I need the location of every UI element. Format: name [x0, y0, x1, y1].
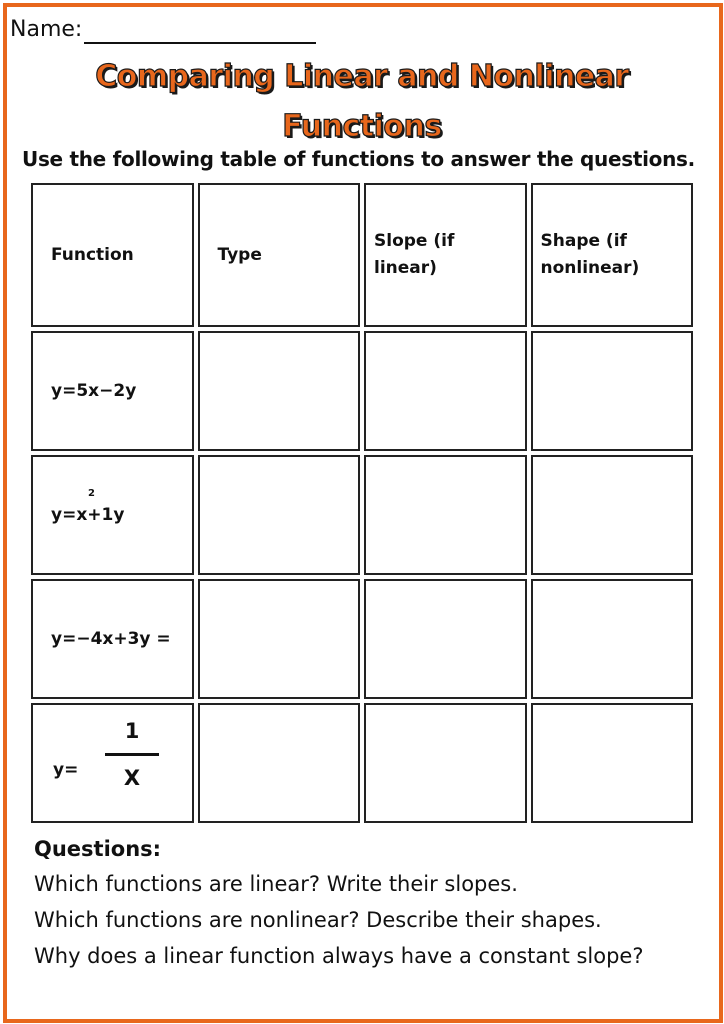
- table-row: [31, 331, 693, 451]
- table-row: [31, 579, 693, 699]
- table-row: [31, 455, 693, 575]
- type-answer-cell[interactable]: [198, 579, 361, 699]
- function-cell: [31, 455, 194, 575]
- questions-section: [34, 832, 704, 974]
- fraction-bar: [105, 753, 159, 756]
- shape-answer-cell[interactable]: [531, 455, 694, 575]
- title-line-1: Comparing Linear and Nonlinear: [95, 59, 629, 94]
- slope-answer-cell[interactable]: [364, 455, 527, 575]
- title-line-2: Functions: [282, 109, 442, 144]
- name-blank-line[interactable]: [84, 20, 316, 44]
- shape-answer-cell[interactable]: [531, 703, 694, 823]
- header-function: Function: [31, 183, 194, 327]
- function-prefix: y=: [53, 760, 79, 780]
- function-text: y=x+1y: [51, 504, 125, 525]
- functions-table: [31, 183, 693, 827]
- questions-heading: Questions:: [34, 837, 162, 861]
- exponent-mark: 2: [88, 487, 95, 499]
- function-cell: [31, 703, 194, 823]
- header-type: Type: [198, 183, 361, 327]
- function-expression: [51, 487, 125, 529]
- name-field: [10, 16, 316, 44]
- question-item: Which functions are linear? Write their slopes.: [34, 872, 518, 896]
- function-cell: y=5x−2y: [31, 331, 194, 451]
- table-header-row: [31, 183, 693, 327]
- instruction-text: Use the following table of functions to answer the questions.: [22, 147, 695, 171]
- type-answer-cell[interactable]: [198, 703, 361, 823]
- fraction-denominator: X: [123, 766, 141, 790]
- slope-answer-cell[interactable]: [364, 579, 527, 699]
- fraction-numerator: 1: [124, 719, 140, 743]
- function-cell: y=−4x+3y =: [31, 579, 194, 699]
- shape-answer-cell[interactable]: [531, 331, 694, 451]
- fraction: [105, 715, 159, 794]
- header-slope: Slope (if linear): [364, 183, 527, 327]
- header-shape: Shape (if nonlinear): [531, 183, 694, 327]
- shape-answer-cell[interactable]: [531, 579, 694, 699]
- slope-answer-cell[interactable]: [364, 331, 527, 451]
- question-item: Which functions are nonlinear? Describe their shapes.: [34, 908, 602, 932]
- name-label: Name:: [10, 17, 83, 42]
- type-answer-cell[interactable]: [198, 331, 361, 451]
- table-row: [31, 703, 693, 823]
- worksheet-title: [0, 52, 724, 152]
- slope-answer-cell[interactable]: [364, 703, 527, 823]
- question-item: Why does a linear function always have a constant slope?: [34, 944, 644, 968]
- type-answer-cell[interactable]: [198, 455, 361, 575]
